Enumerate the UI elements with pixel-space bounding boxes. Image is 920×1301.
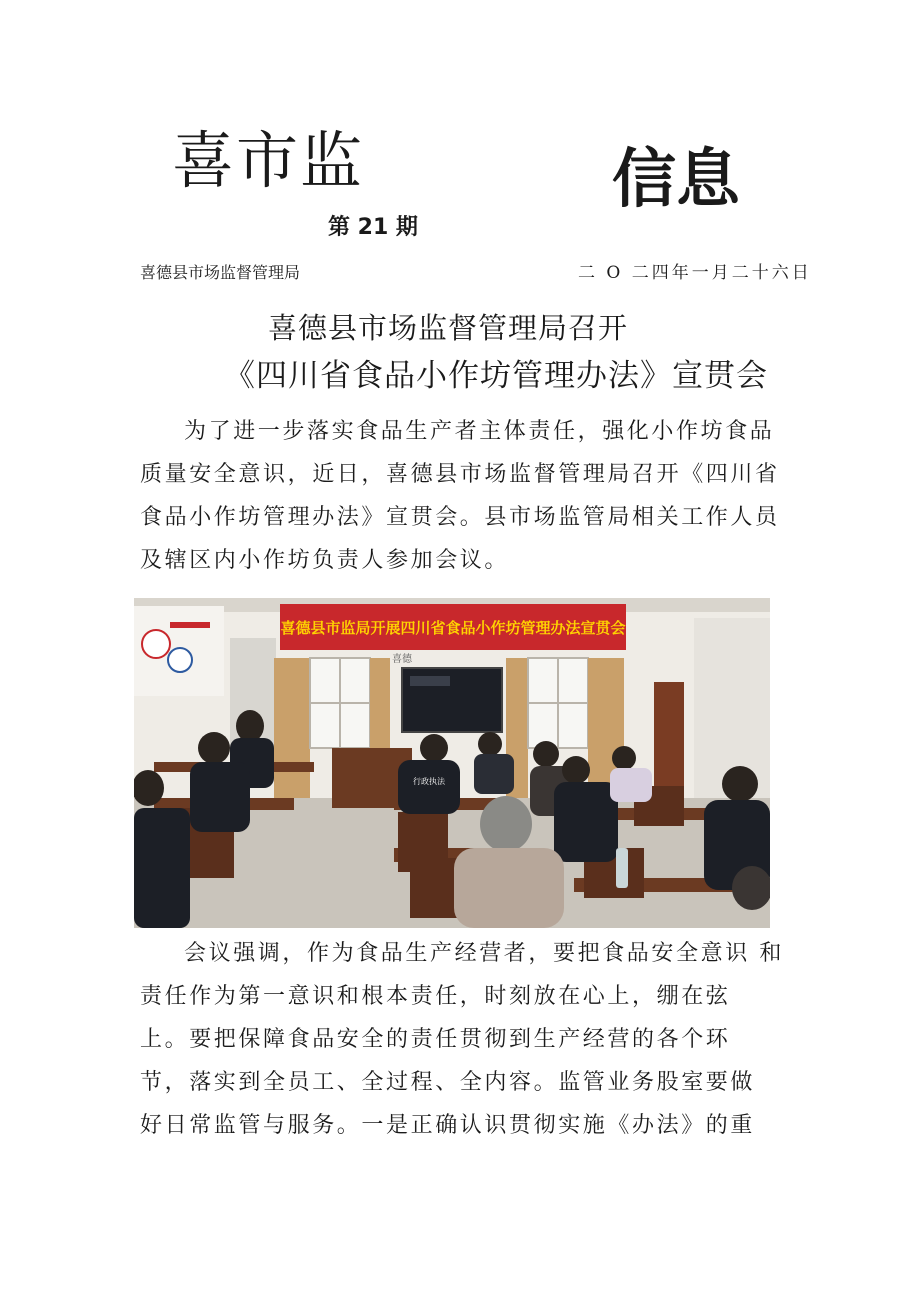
photo-person-foreground bbox=[480, 796, 532, 852]
article-paragraph-2: 会议强调，作为食品生产经营者，要把食品安全意识 和责任作为第一意识和根本责任，时刻放在心上，绷在弦 上。要把保障食品安全的责任贯彻到生产经营的各个环 节，落实到全员工、全过程、全内容。监管业务股室要做 好日常监管与服务。一是正确认识贯彻实施《办法》的重 bbox=[140, 941, 784, 1138]
issue-number: 第 21 期 bbox=[328, 215, 418, 240]
photo-bottle bbox=[616, 848, 628, 888]
publisher-name: 喜德县市场监督管理局 bbox=[140, 263, 301, 282]
photo-person bbox=[236, 710, 264, 742]
masthead-title-left: 喜市监 bbox=[172, 124, 365, 197]
photo-curtain bbox=[274, 658, 310, 798]
wall-emblem-icon bbox=[168, 648, 192, 672]
masthead-title-right: 信息 bbox=[612, 143, 740, 217]
article-title-line2: 《四川省食品小作坊管理办法》宣贯会 bbox=[224, 358, 768, 394]
wall-emblem-icon bbox=[142, 630, 170, 658]
article-paragraph-1: 为了进一步落实食品生产者主体责任，强化小作坊食品质量安全意识，近日，喜德县市场监督管理局召开《四川省食品小作坊管理办法》宣贯会。县市场监管局相关工作人员及辖区内小作坊负责人参加会议。 bbox=[140, 419, 780, 573]
meeting-photo-illustration bbox=[134, 598, 770, 928]
article-title-line1: 喜德县市场监督管理局召开 bbox=[268, 311, 629, 345]
photo-wall-logo: 喜德 bbox=[392, 654, 412, 665]
publish-date: 二 O 二四年一月二十六日 bbox=[578, 263, 812, 283]
photo-vest-text: 行政执法 bbox=[413, 777, 445, 786]
photo-banner-text: 喜德县市监局开展四川省食品小作坊管理办法宣贯会 bbox=[280, 619, 626, 637]
meeting-photo bbox=[134, 598, 770, 928]
